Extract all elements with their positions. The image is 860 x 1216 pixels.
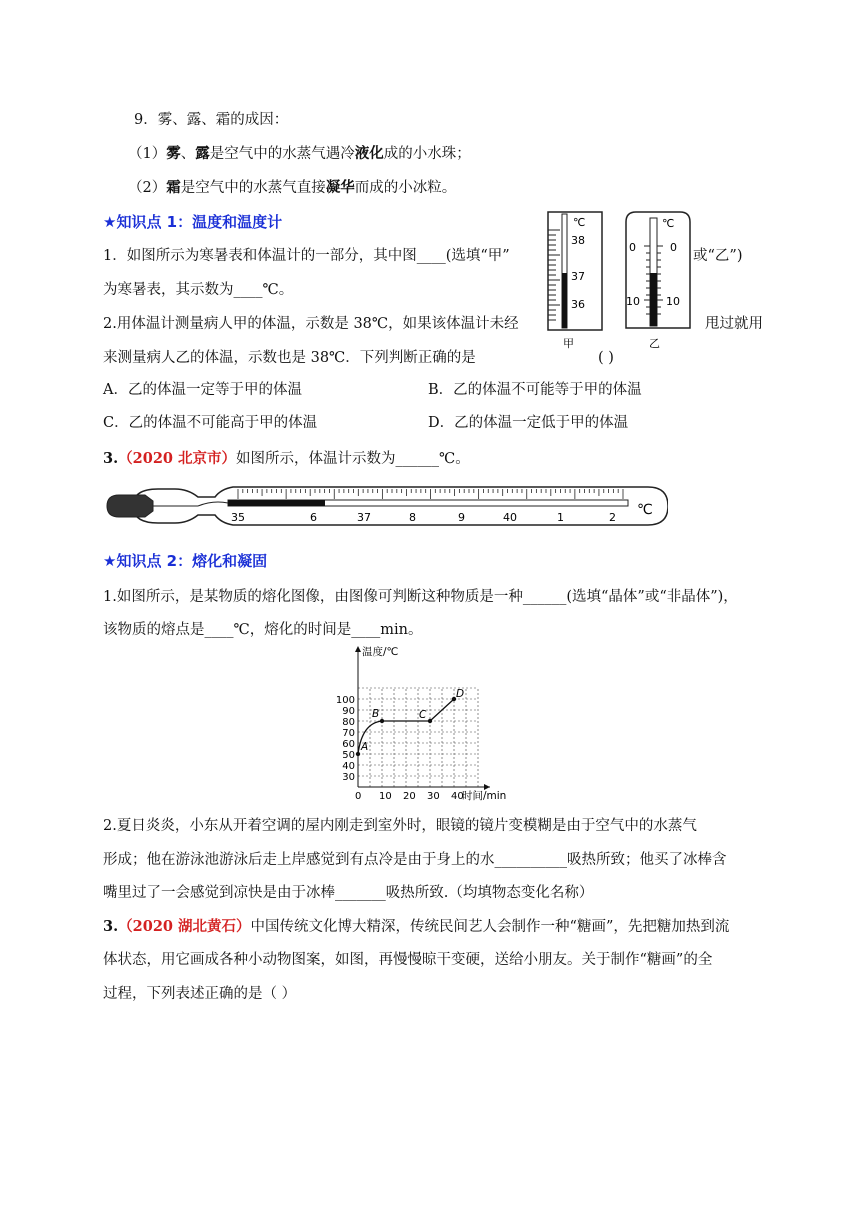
k2-q2-line-1: 2.夏日炎炎，小东从开着空调的屋内刚走到室外时，眼镜的镜片变模糊是由于空气中的水蒸气 <box>103 818 697 834</box>
thermometer-jia-tick-36: 36 <box>571 298 585 311</box>
k2-q3-line-1: 3.（2020 湖北黄石）中国传统文化博大精深，传统民间艺人会制作一种“糖画”，先把糖加热到流 <box>103 918 730 935</box>
melting-chart <box>328 642 518 807</box>
data-point-B <box>380 719 384 723</box>
k1-q2-option-a: A．乙的体温一定等于甲的体温 <box>103 382 302 398</box>
x-tick-label: 0 <box>355 791 362 802</box>
clinical-tick-40: 40 <box>503 511 517 524</box>
k2-q2-line-2: 形成；他在游泳池游泳后走上岸感觉到有点冷是由于身上的水__________吸热所致；他买了冰棒含 <box>103 852 727 868</box>
x-tick-label: 30 <box>427 791 440 802</box>
y-tick-label: 50 <box>342 750 355 761</box>
clinical-tick-37: 37 <box>357 511 371 524</box>
thermometer-yi-figure <box>620 210 700 355</box>
thermometer-jia-unit: ℃ <box>573 216 586 229</box>
k1-q1-line-1: 1．如图所示为寒暑表和体温计的一部分，其中图____(选填“甲” <box>103 248 510 264</box>
thermometer-jia-tick-38: 38 <box>571 234 585 247</box>
thermometer-jia-liquid <box>562 273 567 328</box>
k1-q1-line-1-right: 或“乙”) <box>693 248 743 264</box>
clinical-thermometer-mercury <box>228 500 325 506</box>
chart-labels <box>336 645 506 802</box>
k1-q2-option-b: B．乙的体温不可能等于甲的体温 <box>428 382 642 398</box>
s9-line-1: （1）雾、露是空气中的水蒸气遇冷液化成的小水珠； <box>128 145 471 162</box>
x-tick-label: 20 <box>403 791 416 802</box>
k1-q2-option-d: D．乙的体温一定低于甲的体温 <box>428 415 629 431</box>
y-tick-label: 70 <box>342 728 355 739</box>
y-tick-label: 90 <box>342 706 355 717</box>
thermometer-jia-tick-37: 37 <box>571 270 585 283</box>
clinical-thermometer-figure <box>103 481 668 531</box>
x-tick-label: 10 <box>379 791 392 802</box>
k2-heading: ★知识点 2：熔化和凝固 <box>103 552 268 570</box>
k2-q1-line-1: 1.如图所示，是某物质的熔化图像，由图像可判断这种物质是一种______(选填“晶体”或“非晶体”)， <box>103 589 738 605</box>
thermometer-yi-frame <box>626 212 690 328</box>
thermometer-yi-tick-right-0: 0 <box>670 241 677 254</box>
data-point-C <box>428 719 432 723</box>
point-label-A: A <box>361 741 369 753</box>
clinical-thermometer-bulb <box>107 495 153 517</box>
k2-q3-line-2: 体状态，用它画成各种小动物图案，如图，再慢慢晾干变硬，送给小朋友。关于制作“糖画”的全 <box>103 952 713 968</box>
k1-q3-line: 3.（2020 北京市）如图所示，体温计示数为______℃。 <box>103 450 470 467</box>
clinical-tick-9: 9 <box>458 511 465 524</box>
thermometer-yi-tick-left-10: 10 <box>626 295 640 308</box>
clinical-tick-35: 35 <box>231 511 245 524</box>
k1-q2-line-1-right: 甩过就用 <box>705 316 763 332</box>
y-tick-label: 100 <box>335 695 355 706</box>
k1-heading: ★知识点 1：温度和温度计 <box>103 213 283 231</box>
k1-q2-answer-paren: ( ) <box>598 350 614 366</box>
thermometer-jia-figure <box>540 210 610 355</box>
point-label-B: B <box>372 708 380 720</box>
thermometer-yi-liquid <box>650 273 657 326</box>
thermometer-yi-label: 乙 <box>649 337 660 350</box>
k2-q2-line-3: 嘴里过了一会感觉到凉快是由于冰棒_______吸热所致.（均填物态变化名称） <box>103 885 594 901</box>
clinical-tick-1: 1 <box>557 511 564 524</box>
thermometer-yi-tick-right-10: 10 <box>666 295 680 308</box>
k1-q2-line-2: 来测量病人乙的体温，示数也是 38℃．下列判断正确的是 <box>103 350 476 366</box>
k1-q2-option-c: C．乙的体温不可能高于甲的体温 <box>103 415 318 431</box>
clinical-tick-8: 8 <box>409 511 416 524</box>
point-label-C: C <box>419 709 427 721</box>
point-label-D: D <box>456 688 465 700</box>
s9-line-2: （2）霜是空气中的水蒸气直接凝华而成的小冰粒。 <box>128 179 457 196</box>
chart-grid <box>358 688 478 787</box>
s9-title: 9．雾、露、霜的成因： <box>134 112 289 128</box>
y-tick-label: 40 <box>342 761 355 772</box>
clinical-tick-2: 2 <box>609 511 616 524</box>
k1-q1-line-2: 为寒暑表，其示数为____℃。 <box>103 282 294 298</box>
x-axis-label: 时间/min <box>462 790 507 802</box>
y-axis-arrow <box>355 646 361 652</box>
k2-q1-line-2: 该物质的熔点是____℃，熔化的时间是____min。 <box>103 622 423 638</box>
x-tick-label: 40 <box>451 791 464 802</box>
y-axis-label: 温度/℃ <box>362 646 399 658</box>
data-point-A <box>356 752 360 756</box>
k2-q3-line-3: 过程，下列表述正确的是（ ） <box>103 986 297 1002</box>
y-tick-label: 60 <box>342 739 355 750</box>
thermometer-yi-unit: ℃ <box>662 217 675 230</box>
y-tick-label: 30 <box>342 772 355 783</box>
thermometer-jia-label: 甲 <box>563 337 574 350</box>
k1-q2-line-1: 2.用体温计测量病人甲的体温，示数是 38℃，如果该体温计未经 <box>103 316 519 332</box>
y-tick-label: 80 <box>342 717 355 728</box>
clinical-unit: ℃ <box>637 502 653 518</box>
clinical-tick-6: 6 <box>310 511 317 524</box>
thermometer-yi-tick-left-0: 0 <box>629 241 636 254</box>
